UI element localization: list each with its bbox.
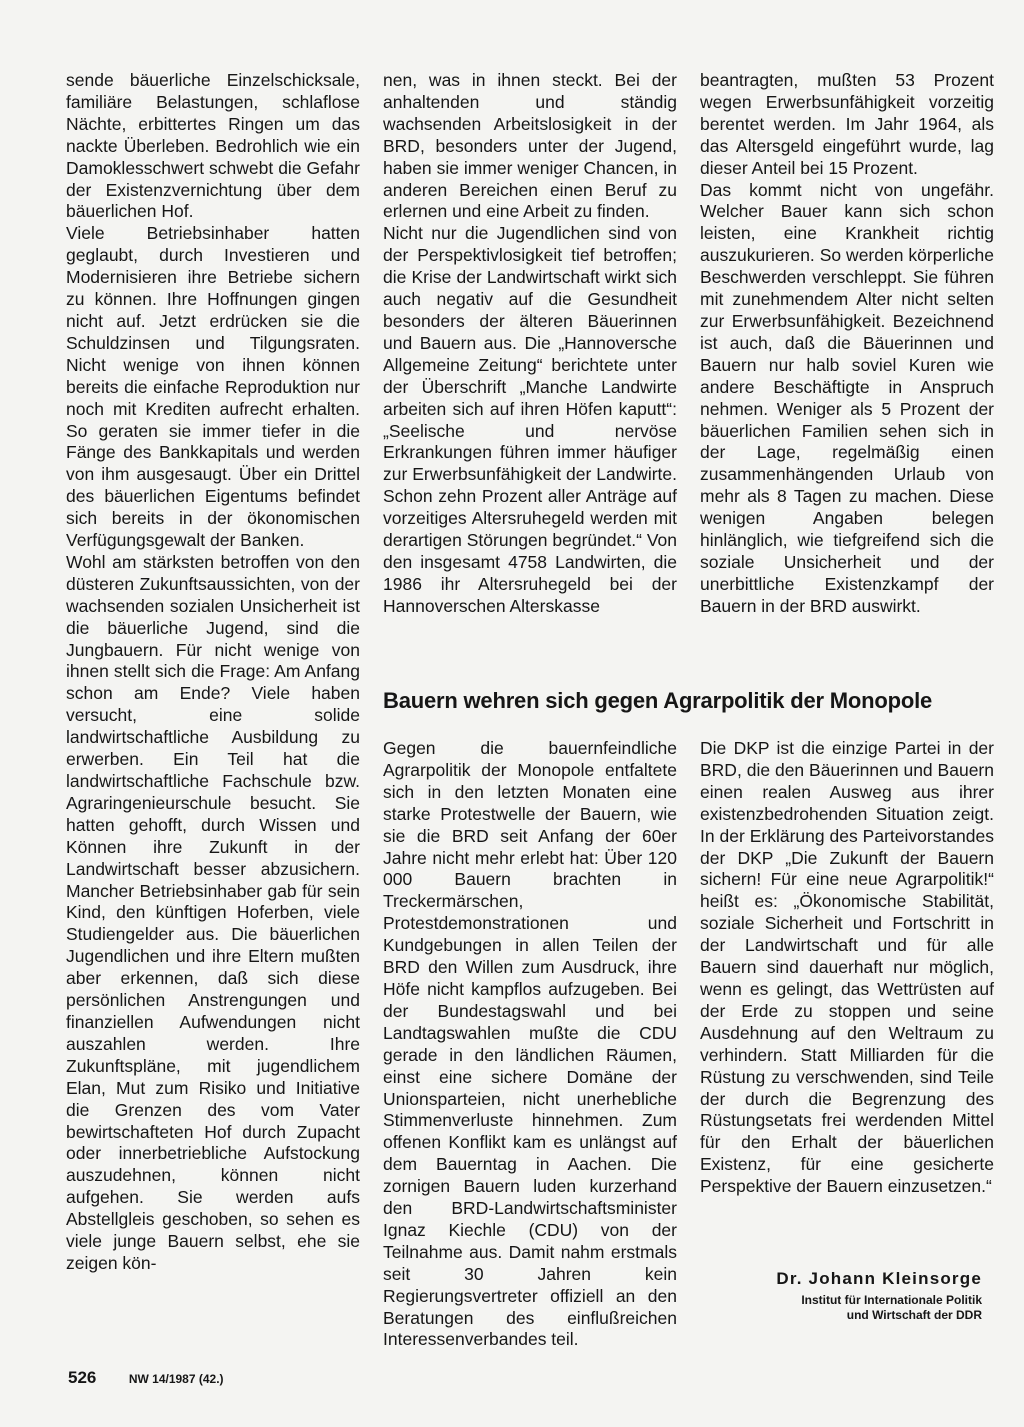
section-column-2: Die DKP ist die einzige Partei in der BRD, die den Bäuerinnen und Bauern einen realen Ausweg aus ihrer existenzbedrohenden Situation zeigt. In der Erklärung des Parteivorstandes der DKP „Die Zukunft der Bauern sichern! Für eine neue Agrarpolitik!“ heißt es: „Ökonomische Stabilität, soziale Sicherheit und Fortschritt in der Landwirtschaft und für alle Bauern sind dauerhaft nur möglich, wenn es gelingt, das Wettrüsten auf der Erde zu stoppen und seine Ausdehnung auf den Weltraum zu verhindern. Statt Milliarden für die Rüstung zu verschwenden, sind Teile der durch die Begrenzung des Rüstungsetats frei werdenden Mittel für den Erhalt der bäuerlichen Existenz, für eine gesicherte Perspektive der Bauern einzusetzen.“ <box>700 738 994 1197</box>
section-column-1: Gegen die bauernfeindliche Agrarpolitik der Monopole entfaltete sich in den letzten Monaten eine starke Protestwelle der Bauern, wie sie die BRD seit Anfang der 60er Jahre nicht mehr erlebt hat: Über 120 000 Bauern brachten in Treckermärschen, Protestdemonstrationen und Kundgebungen in allen Teilen der BRD den Willen zum Ausdruck, ihre Höfe nicht kampflos aufzugeben. Bei der Bundestagswahl und bei Landtagswahlen mußte die CDU gerade in den ländlichen Räumen, einst eine sichere Domäne der Unionsparteien, nicht unerhebliche Stimmenverluste hinnehmen. Zum offenen Konflikt kam es unlängst auf dem Bauerntag in Aachen. Die zornigen Bauern luden kurzerhand den BRD-Landwirtschaftsminister Ignaz Kiechle (CDU) von der Teilnahme aus. Damit nahm erstmals seit 30 Jahren kein Regierungsvertreter offiziell an den Beratungen des einflußreichen Interessenverbandes teil. <box>383 738 677 1350</box>
page-number: 526 <box>68 1368 97 1387</box>
section-headline: Bauern wehren sich gegen Agrarpolitik der Monopole <box>383 688 933 713</box>
paragraph: nen, was in ihnen steckt. Bei der anhaltenden und ständig wachsenden Arbeitslosigkeit in der BRD, besonders unter der Jugend, haben sie immer weniger Chancen, in anderen Bereichen einen Beruf zu erlernen und eine Arbeit zu finden. <box>383 70 677 222</box>
paragraph: Das kommt nicht von ungefähr. Welcher Bauer kann sich schon leisten, eine Krankheit richtig auszukurieren. So werden körperliche Beschwerden verschleppt. Sie führen mit zunehmendem Alter nicht selten zur Erwerbsunfähigkeit. Bezeichnend ist auch, daß die Bäuerinnen und Bauern nur halb soviel Kuren wie andere Beschäftigte in Anspruch nehmen. Weniger als 5 Prozent der bäuerlichen Familien sehen sich in der Lage, regelmäßig einen zusammenhängenden Urlaub von mehr als 8 Tagen zu machen. Diese wenigen Angaben belegen hinlänglich, wie tiefgreifend sich die soziale Unsicherheit und der unerbittliche Existenzkampf der Bauern in der BRD auswirkt. <box>700 179 994 616</box>
author-name: Dr. Johann Kleinsorge <box>776 1269 982 1288</box>
paragraph: Nicht nur die Jugendlichen sind von der Perspektivlosigkeit tief betroffen; die Krise der Landwirtschaft wirkt sich auch negativ auf die Gesundheit besonders der älteren Bäuerinnen und Bauern aus. Die „Hannoversche Allgemeine Zeitung“ berichtete unter der Überschrift „Manche Landwirte arbeiten sich auf ihren Höfen kaputt“: „Seelische und nervöse Erkrankungen führen immer häufiger zur Erwerbsunfähigkeit der Landwirte. Schon zehn Prozent aller Anträge auf vorzeitiges Altersruhegeld werden mit derartigen Störungen begründet.“ Von den insgesamt 4758 Landwirten, die 1986 ihr Altersruhegeld bei der Hannoverschen Alterskasse <box>383 223 677 616</box>
author-block <box>776 1268 982 1323</box>
article-column-3 <box>700 70 994 618</box>
page-footer <box>68 1368 224 1388</box>
author-institute-line-2: und Wirtschaft der DDR <box>846 1308 982 1322</box>
paragraph: sende bäuerliche Einzelschicksale, familiäre Belastungen, schlaflose Nächte, erbittertes Ringen um das nackte Überleben. Bedrohlich wie ein Damoklesschwert schwebt die Gefahr der Existenzvernichtung über dem bäuerlichen Hof. <box>66 70 360 222</box>
paragraph: Viele Betriebsinhaber hatten geglaubt, durch Investieren und Modernisieren ihre Betriebe sichern zu können. Ihre Hoffnungen gingen nicht auf. Jetzt erdrücken sie die Schuldzinsen und Tilgungsraten. Nicht wenige von ihnen können bereits die einfache Reproduktion nur noch mit Krediten aufrecht erhalten. So geraten sie immer tiefer in die Fänge des Bankkapitals und werden von ihm ausgesaugt. Über ein Drittel des bäuerlichen Eigentums befindet sich bereits in der ökonomischen Verfügungsgewalt der Banken. <box>66 223 360 551</box>
article-column-1 <box>66 70 360 1275</box>
article-column-2 <box>383 70 677 618</box>
paragraph: Wohl am stärksten betroffen von den düsteren Zukunftsaussichten, von der wachsenden sozialen Unsicherheit ist die bäuerliche Jugend, sind die Jungbauern. Für nicht wenige von ihnen stellt sich die Frage: Am Anfang schon am Ende? Viele haben versucht, eine solide landwirtschaftliche Ausbildung zu erwerben. Ein Teil hat die landwirtschaftliche Fachschule bzw. Agraringenieurschule besucht. Sie hatten gehofft, durch Wissen und Können ihre Zukunft in der Landwirtschaft besser abzusichern. Mancher Betriebsinhaber gab für sein Kind, den künftigen Hoferben, viele Studiengelder aus. Die bäuerlichen Jugendlichen und ihre Eltern mußten aber erkennen, daß sich diese persönlichen Anstrengungen und finanziellen Aufwendungen nicht auszahlen werden. Ihre Zukunftspläne, mit jugendlichem Elan, Mut zum Risiko und Initiative die Grenzen des vom Vater bewirtschafteten Hof durch Zupacht oder innerbetriebliche Aufstockung auszudehnen, können nicht aufgehen. Sie werden aufs Abstellgleis geschoben, so sehen es viele junge Bauern selbst, ehe sie zeigen kön- <box>66 551 360 1273</box>
author-institute-line-1: Institut für Internationale Politik <box>801 1293 982 1307</box>
issue-reference: NW 14/1987 (42.) <box>128 1372 224 1386</box>
paragraph: beantragten, mußten 53 Prozent wegen Erwerbsunfähigkeit vorzeitig berentet werden. Im Jahr 1964, als das Altersgeld eingeführt wurde, lag dieser Anteil bei 15 Prozent. <box>700 70 994 178</box>
